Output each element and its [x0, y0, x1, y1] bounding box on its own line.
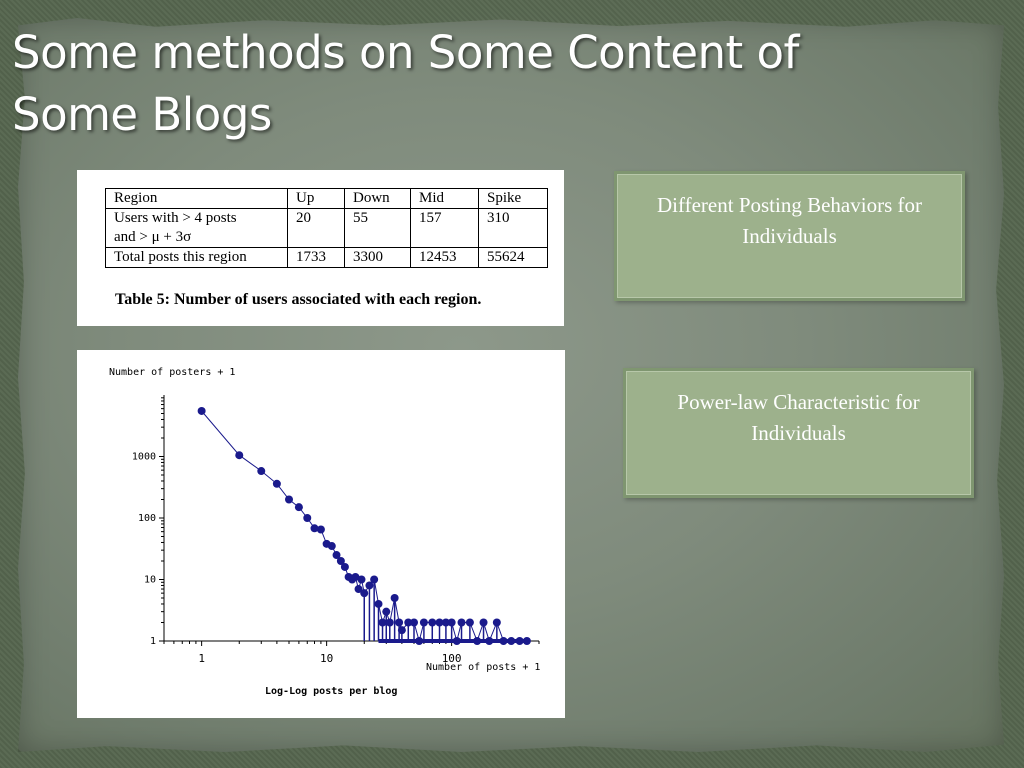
data-point [386, 618, 394, 626]
header-region: Region [106, 189, 288, 209]
x-tick-label: 10 [320, 652, 334, 665]
data-point [360, 589, 368, 597]
cell-users-down: 55 [345, 209, 411, 248]
row-label-users-line1: Users with > 4 posts [114, 210, 237, 226]
data-point [317, 526, 325, 534]
header-down: Down [345, 189, 411, 209]
data-point [391, 594, 399, 602]
chart-ticks [132, 398, 539, 665]
chart-axes [164, 395, 539, 641]
power-law-box [623, 368, 974, 498]
data-point [273, 480, 281, 488]
data-point [398, 626, 406, 634]
row-label-users [106, 209, 288, 248]
posting-behaviors-text: Different Posting Behaviors for Individuals [657, 193, 922, 248]
data-point [415, 637, 423, 645]
data-point [198, 407, 206, 415]
data-point [375, 600, 383, 608]
cell-posts-spike: 55624 [479, 248, 548, 268]
power-law-text: Power-law Characteristic for Individuals [677, 390, 920, 445]
data-point [516, 637, 524, 645]
data-point [448, 618, 456, 626]
y-tick-label: 100 [137, 513, 156, 524]
row-label-posts: Total posts this region [106, 248, 288, 268]
regions-table [105, 188, 548, 268]
data-point [410, 618, 418, 626]
data-point [382, 608, 390, 616]
data-point [328, 542, 336, 550]
data-point [428, 618, 436, 626]
data-point [379, 618, 387, 626]
table-header-row [106, 189, 548, 209]
table-image [77, 170, 564, 326]
data-point [493, 618, 501, 626]
data-point [507, 637, 515, 645]
chart-xlabel: Number of posts + 1 [426, 662, 541, 673]
x-tick-label: 1 [198, 652, 205, 665]
y-tick-label: 1 [149, 636, 156, 647]
slide-title [12, 22, 832, 146]
cell-posts-up: 1733 [288, 248, 345, 268]
loglog-chart [77, 350, 565, 718]
table-caption: Table 5: Number of users associated with each region. [115, 291, 482, 308]
data-point [285, 495, 293, 503]
cell-users-up: 20 [288, 209, 345, 248]
posting-behaviors-box [614, 171, 965, 301]
header-mid: Mid [411, 189, 479, 209]
table-row [106, 209, 548, 248]
title-line-2: Some Blogs [12, 88, 272, 141]
data-point [370, 576, 378, 584]
data-point [453, 637, 461, 645]
cell-posts-mid: 12453 [411, 248, 479, 268]
header-up: Up [288, 189, 345, 209]
data-point [473, 637, 481, 645]
data-point [357, 576, 365, 584]
chart-image [77, 350, 565, 718]
cell-users-mid: 157 [411, 209, 479, 248]
y-tick-label: 1000 [131, 451, 156, 463]
data-point [295, 503, 303, 511]
data-point [500, 637, 508, 645]
cell-users-spike: 310 [479, 209, 548, 248]
row-label-users-line2: and > μ + 3σ [114, 229, 192, 245]
data-point [235, 451, 243, 459]
y-tick-label: 10 [143, 574, 156, 586]
data-point [395, 618, 403, 626]
chart-title: Log-Log posts per blog [265, 686, 398, 697]
data-point [341, 563, 349, 571]
data-point [466, 618, 474, 626]
title-line-1: Some methods on Some Content of [12, 26, 799, 79]
x-tick-label: 100 [441, 652, 462, 665]
table-row [106, 248, 548, 268]
data-point [420, 618, 428, 626]
cell-posts-down: 3300 [345, 248, 411, 268]
data-point [523, 637, 531, 645]
data-point [257, 467, 265, 475]
data-point [485, 637, 493, 645]
data-point [458, 618, 466, 626]
chart-ylabel: Number of posters + 1 [109, 367, 236, 378]
data-point [480, 618, 488, 626]
header-spike: Spike [479, 189, 548, 209]
data-point [303, 514, 311, 522]
